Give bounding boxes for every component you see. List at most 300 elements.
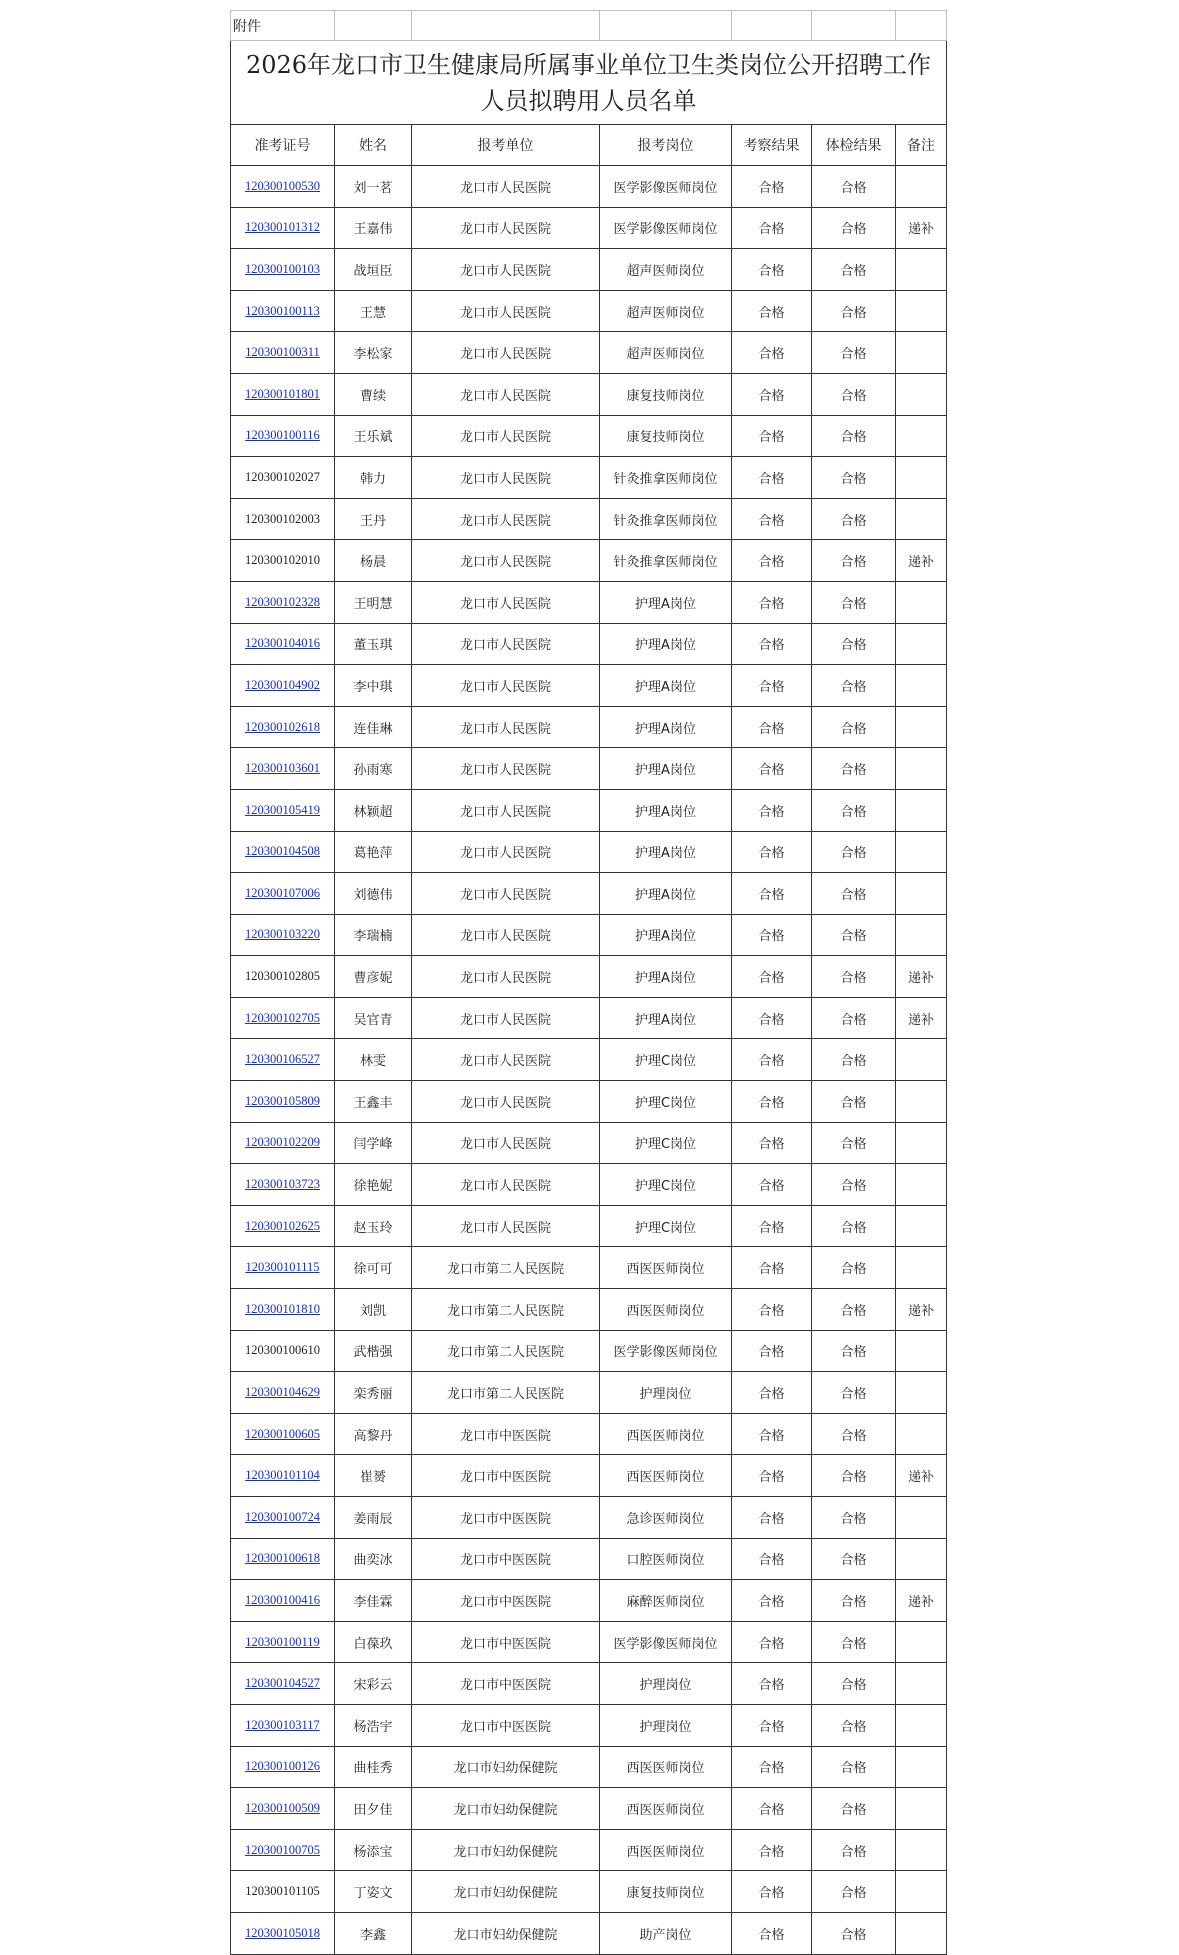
inspection-result-cell: 合格 (732, 581, 812, 623)
note-cell (896, 1122, 947, 1164)
name-cell: 李佳霖 (335, 1580, 412, 1622)
note-cell (896, 498, 947, 540)
unit-cell: 龙口市人民医院 (412, 1205, 600, 1247)
name-cell: 孙雨寒 (335, 748, 412, 790)
inspection-result-cell: 合格 (732, 373, 812, 415)
note-cell (896, 665, 947, 707)
exam-id-cell (231, 498, 335, 540)
exam-id-cell (231, 665, 335, 707)
name-cell: 曹续 (335, 373, 412, 415)
physical-result-cell: 合格 (812, 332, 896, 374)
unit-cell: 龙口市人民医院 (412, 1122, 600, 1164)
inspection-result-cell: 合格 (732, 665, 812, 707)
name-cell: 连佳琳 (335, 706, 412, 748)
post-cell: 西医医师岗位 (600, 1788, 732, 1830)
physical-result-cell: 合格 (812, 1372, 896, 1414)
physical-result-cell: 合格 (812, 665, 896, 707)
name-cell: 杨添宝 (335, 1829, 412, 1871)
note-cell (896, 332, 947, 374)
exam-id-cell (231, 1538, 335, 1580)
table-row (231, 1372, 947, 1414)
unit-cell: 龙口市人民医院 (412, 831, 600, 873)
unit-cell: 龙口市人民医院 (412, 706, 600, 748)
physical-result-cell: 合格 (812, 914, 896, 956)
unit-cell: 龙口市中医医院 (412, 1413, 600, 1455)
name-cell: 丁姿文 (335, 1871, 412, 1913)
note-cell (896, 1372, 947, 1414)
empty-cell (412, 11, 600, 41)
exam-id-link[interactable]: 120300101312 (245, 220, 320, 235)
exam-id-link[interactable]: 120300100724 (245, 1509, 320, 1524)
name-cell: 曲奕冰 (335, 1538, 412, 1580)
inspection-result-cell: 合格 (732, 831, 812, 873)
post-cell: 口腔医师岗位 (600, 1538, 732, 1580)
exam-id-link[interactable]: 120300103220 (245, 927, 320, 942)
exam-id-cell (231, 1372, 335, 1414)
note-cell (896, 1497, 947, 1539)
post-cell: 针灸推拿医师岗位 (600, 457, 732, 499)
unit-cell: 龙口市中医医院 (412, 1704, 600, 1746)
physical-result-cell: 合格 (812, 1538, 896, 1580)
inspection-result-cell: 合格 (732, 873, 812, 915)
physical-result-cell: 合格 (812, 789, 896, 831)
inspection-result-cell: 合格 (732, 1039, 812, 1081)
table-row (231, 207, 947, 249)
exam-id-cell (231, 1081, 335, 1123)
unit-cell: 龙口市人民医院 (412, 997, 600, 1039)
exam-id-cell (231, 1164, 335, 1206)
unit-cell: 龙口市人民医院 (412, 1039, 600, 1081)
exam-id-cell (231, 1663, 335, 1705)
unit-cell: 龙口市人民医院 (412, 540, 600, 582)
unit-cell: 龙口市人民医院 (412, 581, 600, 623)
inspection-result-cell: 合格 (732, 956, 812, 998)
exam-id-cell (231, 873, 335, 915)
inspection-result-cell: 合格 (732, 706, 812, 748)
table-row (231, 831, 947, 873)
unit-cell: 龙口市人民医院 (412, 166, 600, 208)
name-cell: 战垣臣 (335, 249, 412, 291)
name-cell: 杨晨 (335, 540, 412, 582)
post-cell: 西医医师岗位 (600, 1455, 732, 1497)
note-cell: 递补 (896, 540, 947, 582)
unit-cell: 龙口市人民医院 (412, 457, 600, 499)
table-row (231, 748, 947, 790)
exam-id-link[interactable]: 120300103723 (245, 1177, 320, 1192)
table-row (231, 540, 947, 582)
exam-id-link[interactable]: 120300100113 (245, 303, 320, 318)
physical-result-cell: 合格 (812, 873, 896, 915)
name-cell: 李瑞楠 (335, 914, 412, 956)
unit-cell: 龙口市人民医院 (412, 290, 600, 332)
post-cell: 护理A岗位 (600, 623, 732, 665)
exam-id-link[interactable]: 120300100530 (245, 178, 320, 193)
physical-result-cell: 合格 (812, 373, 896, 415)
post-cell: 护理C岗位 (600, 1205, 732, 1247)
name-cell: 李鑫 (335, 1912, 412, 1954)
exam-id-cell (231, 914, 335, 956)
unit-cell: 龙口市妇幼保健院 (412, 1871, 600, 1913)
table-row (231, 1039, 947, 1081)
name-cell: 王嘉伟 (335, 207, 412, 249)
post-cell: 急诊医师岗位 (600, 1497, 732, 1539)
post-cell: 医学影像医师岗位 (600, 1330, 732, 1372)
exam-id-link[interactable]: 120300101801 (245, 386, 320, 401)
exam-id-cell (231, 373, 335, 415)
unit-cell: 龙口市中医医院 (412, 1580, 600, 1622)
exam-id-text: 120300102027 (245, 469, 320, 484)
post-cell: 护理A岗位 (600, 665, 732, 707)
note-cell (896, 1746, 947, 1788)
exam-id-cell (231, 1912, 335, 1954)
exam-id-cell (231, 1455, 335, 1497)
exam-id-link[interactable]: 120300100126 (245, 1759, 320, 1774)
note-cell (896, 1413, 947, 1455)
post-cell: 超声医师岗位 (600, 249, 732, 291)
exam-id-link[interactable]: 120300104902 (245, 677, 320, 692)
unit-cell: 龙口市人民医院 (412, 332, 600, 374)
exam-id-cell (231, 166, 335, 208)
inspection-result-cell: 合格 (732, 789, 812, 831)
post-cell: 护理A岗位 (600, 831, 732, 873)
inspection-result-cell: 合格 (732, 1289, 812, 1331)
exam-id-link[interactable]: 120300100116 (245, 428, 320, 443)
physical-result-cell: 合格 (812, 457, 896, 499)
name-cell: 武楷强 (335, 1330, 412, 1372)
exam-id-link[interactable]: 120300104527 (245, 1676, 320, 1691)
name-cell: 李中琪 (335, 665, 412, 707)
table-row (231, 1081, 947, 1123)
exam-id-cell (231, 789, 335, 831)
exam-id-cell (231, 332, 335, 374)
empty-cell (896, 11, 947, 41)
physical-result-cell: 合格 (812, 1497, 896, 1539)
inspection-result-cell: 合格 (732, 1663, 812, 1705)
exam-id-text: 120300102010 (245, 553, 320, 568)
inspection-result-cell: 合格 (732, 997, 812, 1039)
physical-result-cell: 合格 (812, 623, 896, 665)
post-cell: 护理A岗位 (600, 997, 732, 1039)
column-header-unit: 报考单位 (412, 125, 600, 166)
table-row (231, 581, 947, 623)
exam-id-cell (231, 1829, 335, 1871)
column-header-inspection: 考察结果 (732, 125, 812, 166)
note-cell (896, 1039, 947, 1081)
exam-id-link[interactable]: 120300105419 (245, 802, 320, 817)
inspection-result-cell: 合格 (732, 1704, 812, 1746)
inspection-result-cell: 合格 (732, 1912, 812, 1954)
exam-id-cell (231, 540, 335, 582)
table-row (231, 1788, 947, 1830)
post-cell: 护理岗位 (600, 1704, 732, 1746)
attachment-label: 附件 (231, 11, 335, 41)
inspection-result-cell: 合格 (732, 1497, 812, 1539)
inspection-result-cell: 合格 (732, 1538, 812, 1580)
post-cell: 康复技师岗位 (600, 1871, 732, 1913)
table-row (231, 789, 947, 831)
post-cell: 护理C岗位 (600, 1081, 732, 1123)
physical-result-cell: 合格 (812, 997, 896, 1039)
unit-cell: 龙口市人民医院 (412, 956, 600, 998)
inspection-result-cell: 合格 (732, 498, 812, 540)
physical-result-cell: 合格 (812, 1746, 896, 1788)
empty-cell (335, 11, 412, 41)
exam-id-link[interactable]: 120300105809 (245, 1093, 320, 1108)
exam-id-link[interactable]: 120300100509 (245, 1800, 320, 1815)
table-row (231, 332, 947, 374)
column-header-note: 备注 (896, 125, 947, 166)
table-row (231, 1330, 947, 1372)
empty-cell (600, 11, 732, 41)
exam-id-link[interactable]: 120300100605 (245, 1426, 320, 1441)
post-cell: 护理A岗位 (600, 956, 732, 998)
note-cell (896, 1663, 947, 1705)
inspection-result-cell: 合格 (732, 1829, 812, 1871)
note-cell: 递补 (896, 1455, 947, 1497)
inspection-result-cell: 合格 (732, 1164, 812, 1206)
inspection-result-cell: 合格 (732, 914, 812, 956)
physical-result-cell: 合格 (812, 1912, 896, 1954)
unit-cell: 龙口市中医医院 (412, 1538, 600, 1580)
table-row (231, 373, 947, 415)
exam-id-link[interactable]: 120300104629 (245, 1385, 320, 1400)
name-cell: 崔赟 (335, 1455, 412, 1497)
name-cell: 徐可可 (335, 1247, 412, 1289)
name-cell: 王鑫丰 (335, 1081, 412, 1123)
post-cell: 医学影像医师岗位 (600, 1621, 732, 1663)
exam-id-cell (231, 1039, 335, 1081)
table-row (231, 1164, 947, 1206)
exam-id-cell (231, 1247, 335, 1289)
table-row (231, 914, 947, 956)
column-header-physical: 体检结果 (812, 125, 896, 166)
physical-result-cell: 合格 (812, 249, 896, 291)
unit-cell: 龙口市中医医院 (412, 1621, 600, 1663)
note-cell (896, 457, 947, 499)
table-row (231, 1497, 947, 1539)
inspection-result-cell: 合格 (732, 1330, 812, 1372)
note-cell: 递补 (896, 956, 947, 998)
name-cell: 吴官青 (335, 997, 412, 1039)
note-cell (896, 789, 947, 831)
note-cell (896, 623, 947, 665)
name-cell: 刘凯 (335, 1289, 412, 1331)
note-cell (896, 581, 947, 623)
exam-id-link[interactable]: 120300100618 (245, 1551, 320, 1566)
note-cell (896, 1330, 947, 1372)
physical-result-cell: 合格 (812, 956, 896, 998)
exam-id-link[interactable]: 120300101104 (245, 1468, 320, 1483)
inspection-result-cell: 合格 (732, 457, 812, 499)
physical-result-cell: 合格 (812, 1413, 896, 1455)
exam-id-link[interactable]: 120300104508 (245, 844, 320, 859)
post-cell: 护理岗位 (600, 1372, 732, 1414)
note-cell: 递补 (896, 1289, 947, 1331)
note-cell (896, 1829, 947, 1871)
post-cell: 针灸推拿医师岗位 (600, 498, 732, 540)
note-cell (896, 1081, 947, 1123)
name-cell: 王明慧 (335, 581, 412, 623)
post-cell: 护理A岗位 (600, 914, 732, 956)
post-cell: 护理A岗位 (600, 873, 732, 915)
table-row (231, 1289, 947, 1331)
physical-result-cell: 合格 (812, 1039, 896, 1081)
exam-id-cell (231, 1621, 335, 1663)
exam-id-link[interactable]: 120300100416 (245, 1592, 320, 1607)
table-row (231, 457, 947, 499)
exam-id-link[interactable]: 120300101810 (245, 1301, 320, 1316)
name-cell: 栾秀丽 (335, 1372, 412, 1414)
unit-cell: 龙口市妇幼保健院 (412, 1746, 600, 1788)
inspection-result-cell: 合格 (732, 1621, 812, 1663)
name-cell: 董玉琪 (335, 623, 412, 665)
exam-id-cell (231, 457, 335, 499)
name-cell: 李松家 (335, 332, 412, 374)
post-cell: 西医医师岗位 (600, 1247, 732, 1289)
physical-result-cell: 合格 (812, 290, 896, 332)
name-cell: 杨浩宇 (335, 1704, 412, 1746)
note-cell (896, 706, 947, 748)
name-cell: 王乐斌 (335, 415, 412, 457)
post-cell: 护理A岗位 (600, 748, 732, 790)
physical-result-cell: 合格 (812, 581, 896, 623)
name-cell: 宋彩云 (335, 1663, 412, 1705)
name-cell: 刘德伟 (335, 873, 412, 915)
physical-result-cell: 合格 (812, 207, 896, 249)
exam-id-link[interactable]: 120300103117 (245, 1717, 320, 1732)
post-cell: 护理A岗位 (600, 789, 732, 831)
table-row (231, 1413, 947, 1455)
exam-id-link[interactable]: 120300102625 (245, 1218, 320, 1233)
inspection-result-cell: 合格 (732, 1205, 812, 1247)
post-cell: 西医医师岗位 (600, 1413, 732, 1455)
post-cell: 助产岗位 (600, 1912, 732, 1954)
exam-id-link[interactable]: 120300102328 (245, 594, 320, 609)
physical-result-cell: 合格 (812, 1164, 896, 1206)
exam-id-text: 120300102003 (245, 511, 320, 526)
exam-id-cell (231, 207, 335, 249)
inspection-result-cell: 合格 (732, 332, 812, 374)
exam-id-link[interactable]: 120300100103 (245, 261, 320, 276)
post-cell: 康复技师岗位 (600, 415, 732, 457)
table-row (231, 1829, 947, 1871)
exam-id-link[interactable]: 120300107006 (245, 885, 320, 900)
unit-cell: 龙口市中医医院 (412, 1663, 600, 1705)
unit-cell: 龙口市妇幼保健院 (412, 1788, 600, 1830)
post-cell: 医学影像医师岗位 (600, 207, 732, 249)
column-header-name: 姓名 (335, 125, 412, 166)
physical-result-cell: 合格 (812, 1122, 896, 1164)
post-cell: 医学影像医师岗位 (600, 166, 732, 208)
note-cell (896, 1205, 947, 1247)
note-cell (896, 249, 947, 291)
post-cell: 护理A岗位 (600, 581, 732, 623)
exam-id-link[interactable]: 120300100119 (245, 1634, 320, 1649)
name-cell: 赵玉玲 (335, 1205, 412, 1247)
table-row (231, 415, 947, 457)
inspection-result-cell: 合格 (732, 1372, 812, 1414)
inspection-result-cell: 合格 (732, 1871, 812, 1913)
exam-id-cell (231, 956, 335, 998)
page-title: 2026年龙口市卫生健康局所属事业单位卫生类岗位公开招聘工作人员拟聘用人员名单 (231, 41, 947, 125)
note-cell: 递补 (896, 1580, 947, 1622)
table-row (231, 249, 947, 291)
table-row (231, 956, 947, 998)
table-row (231, 1871, 947, 1913)
exam-id-cell (231, 997, 335, 1039)
note-cell: 递补 (896, 207, 947, 249)
exam-id-cell (231, 748, 335, 790)
table-row (231, 1704, 947, 1746)
empty-cell (812, 11, 896, 41)
inspection-result-cell: 合格 (732, 1788, 812, 1830)
exam-id-cell (231, 706, 335, 748)
inspection-result-cell: 合格 (732, 1580, 812, 1622)
unit-cell: 龙口市人民医院 (412, 914, 600, 956)
table-row (231, 1580, 947, 1622)
unit-cell: 龙口市人民医院 (412, 873, 600, 915)
post-cell: 麻醉医师岗位 (600, 1580, 732, 1622)
physical-result-cell: 合格 (812, 1081, 896, 1123)
exam-id-link[interactable]: 120300106527 (245, 1052, 320, 1067)
exam-id-link[interactable]: 120300103601 (245, 761, 320, 776)
exam-id-link[interactable]: 120300104016 (245, 636, 320, 651)
exam-id-cell (231, 581, 335, 623)
name-cell: 闫学峰 (335, 1122, 412, 1164)
unit-cell: 龙口市人民医院 (412, 789, 600, 831)
table-row (231, 1455, 947, 1497)
table-row (231, 623, 947, 665)
exam-id-link[interactable]: 120300102209 (245, 1135, 320, 1150)
unit-cell: 龙口市第二人民医院 (412, 1289, 600, 1331)
table-row (231, 1663, 947, 1705)
exam-id-cell (231, 290, 335, 332)
physical-result-cell: 合格 (812, 1788, 896, 1830)
exam-id-link[interactable]: 120300105018 (245, 1925, 320, 1940)
exam-id-cell (231, 1122, 335, 1164)
unit-cell: 龙口市人民医院 (412, 1081, 600, 1123)
post-cell: 护理岗位 (600, 1663, 732, 1705)
name-cell: 葛艳萍 (335, 831, 412, 873)
exam-id-cell (231, 415, 335, 457)
exam-id-link[interactable]: 120300100705 (245, 1842, 320, 1857)
unit-cell: 龙口市人民医院 (412, 415, 600, 457)
name-cell: 姜雨辰 (335, 1497, 412, 1539)
name-cell: 林颖超 (335, 789, 412, 831)
physical-result-cell: 合格 (812, 166, 896, 208)
inspection-result-cell: 合格 (732, 1247, 812, 1289)
unit-cell: 龙口市妇幼保健院 (412, 1912, 600, 1954)
exam-id-link[interactable]: 120300100311 (245, 345, 320, 360)
title-row (231, 41, 947, 125)
unit-cell: 龙口市人民医院 (412, 249, 600, 291)
exam-id-cell (231, 623, 335, 665)
exam-id-link[interactable]: 120300101115 (245, 1260, 320, 1275)
physical-result-cell: 合格 (812, 1621, 896, 1663)
name-cell: 韩力 (335, 457, 412, 499)
inspection-result-cell: 合格 (732, 1122, 812, 1164)
post-cell: 护理C岗位 (600, 1039, 732, 1081)
hire-list-table (230, 10, 947, 1955)
unit-cell: 龙口市人民医院 (412, 665, 600, 707)
note-cell (896, 748, 947, 790)
exam-id-link[interactable]: 120300102618 (245, 719, 320, 734)
table-row (231, 706, 947, 748)
table-row (231, 665, 947, 707)
note-cell (896, 1164, 947, 1206)
exam-id-link[interactable]: 120300102705 (245, 1010, 320, 1025)
note-cell (896, 1621, 947, 1663)
